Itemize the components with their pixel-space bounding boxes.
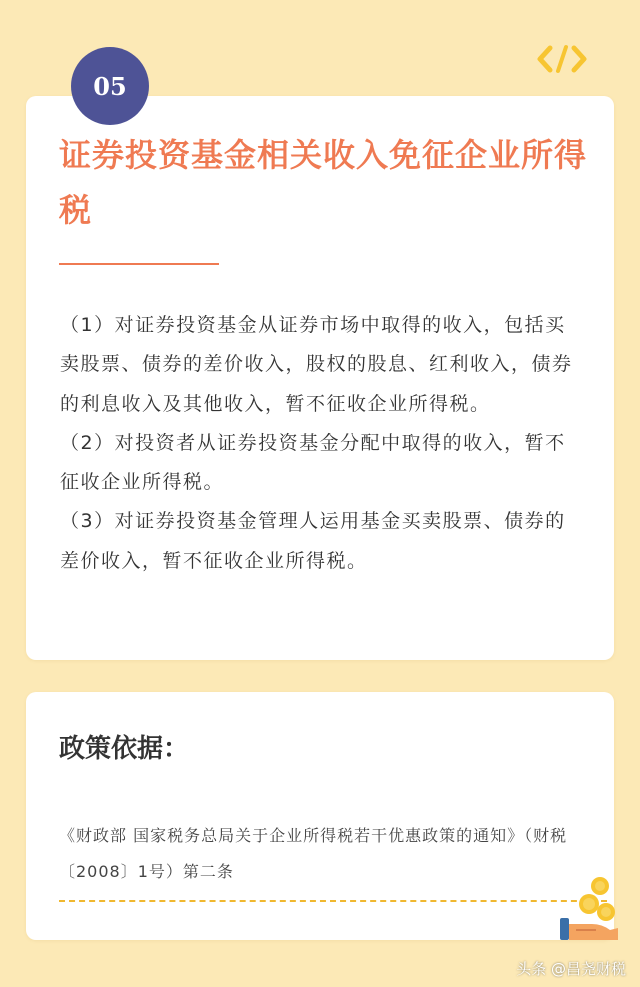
policy-reference: 《财政部 国家税务总局关于企业所得税若干优惠政策的通知》（财税〔2008〕1号）第二条 bbox=[59, 826, 568, 881]
code-brackets-icon bbox=[536, 42, 588, 76]
policy-basis-card bbox=[26, 692, 614, 940]
title-underline bbox=[59, 263, 219, 265]
section-number-badge: 05 bbox=[71, 47, 149, 125]
coin-hand-icon bbox=[546, 874, 622, 946]
policy-paragraph-2: （2）对投资者从证券投资基金分配中取得的收入，暂不征收企业所得税。 bbox=[60, 431, 566, 494]
policy-basis-heading: 政策依据： bbox=[59, 734, 190, 764]
policy-paragraph-3: （3）对证券投资基金管理人运用基金买卖股票、债券的差价收入，暂不征收企业所得税。 bbox=[60, 510, 566, 572]
watermark: 头条 @昌尧财税 bbox=[516, 960, 626, 978]
policy-title: 证券投资基金相关收入免征企业所得税 bbox=[59, 136, 588, 229]
policy-card bbox=[26, 96, 614, 660]
policy-body bbox=[60, 306, 584, 581]
dotted-divider bbox=[59, 900, 607, 902]
policy-paragraph-1: （1）对证券投资基金从证券市场中取得的收入，包括买卖股票、债券的差价收入，股权的股息、红利收入，债券的利息收入及其他收入，暂不征收企业所得税。 bbox=[60, 314, 573, 415]
